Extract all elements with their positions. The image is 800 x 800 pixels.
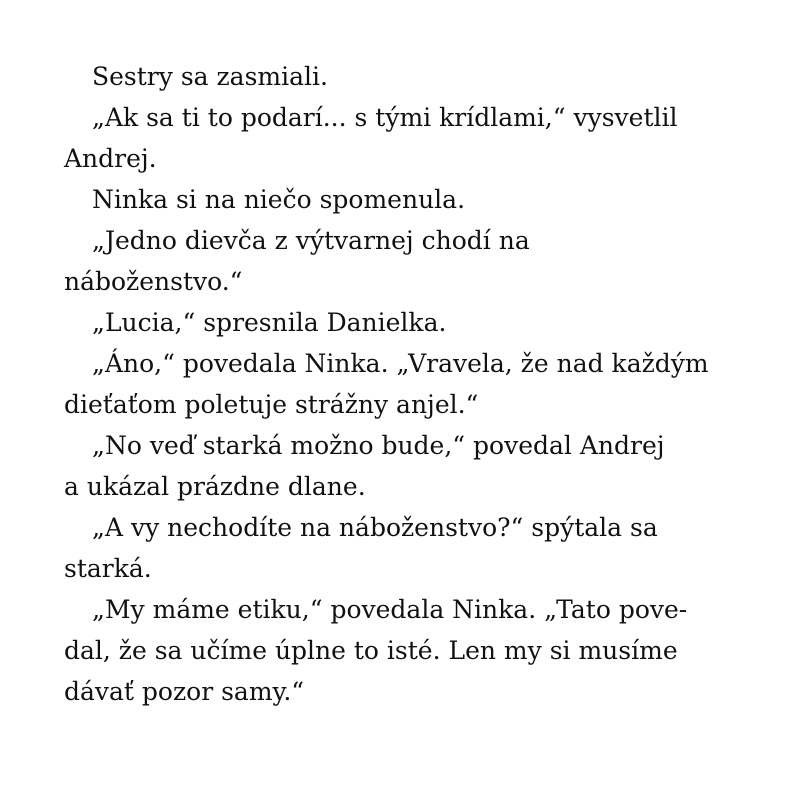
- text-line: starká.: [64, 554, 152, 583]
- text-line: „Áno,“ povedala Ninka. „Vravela, že nad každým: [92, 349, 709, 378]
- text-line: náboženstvo.“: [64, 267, 243, 296]
- text-line: „My máme etiku,“ povedala Ninka. „Tato pove-: [92, 595, 688, 624]
- text-line: „No veď starká možno bude,“ povedal Andrej: [92, 431, 665, 460]
- body-text: [64, 56, 744, 712]
- text-line: Ninka si na niečo spomenula.: [92, 185, 466, 214]
- text-line: Sestry sa zasmiali.: [92, 62, 328, 91]
- text-line: „Jedno dievča z výtvarnej chodí na: [92, 226, 530, 255]
- text-line: dieťaťom poletuje strážny anjel.“: [64, 390, 479, 419]
- text-line: dávať pozor samy.“: [64, 677, 305, 706]
- text-line: „Ak sa ti to podarí... s tými krídlami,“ vysvetlil: [92, 103, 678, 132]
- text-line: „Lucia,“ spresnila Danielka.: [92, 308, 447, 337]
- text-line: a ukázal prázdne dlane.: [64, 472, 366, 501]
- text-line: dal, že sa učíme úplne to isté. Len my si musíme: [64, 636, 678, 665]
- text-line: „A vy nechodíte na náboženstvo?“ spýtala sa: [92, 513, 658, 542]
- text-line: Andrej.: [64, 144, 157, 173]
